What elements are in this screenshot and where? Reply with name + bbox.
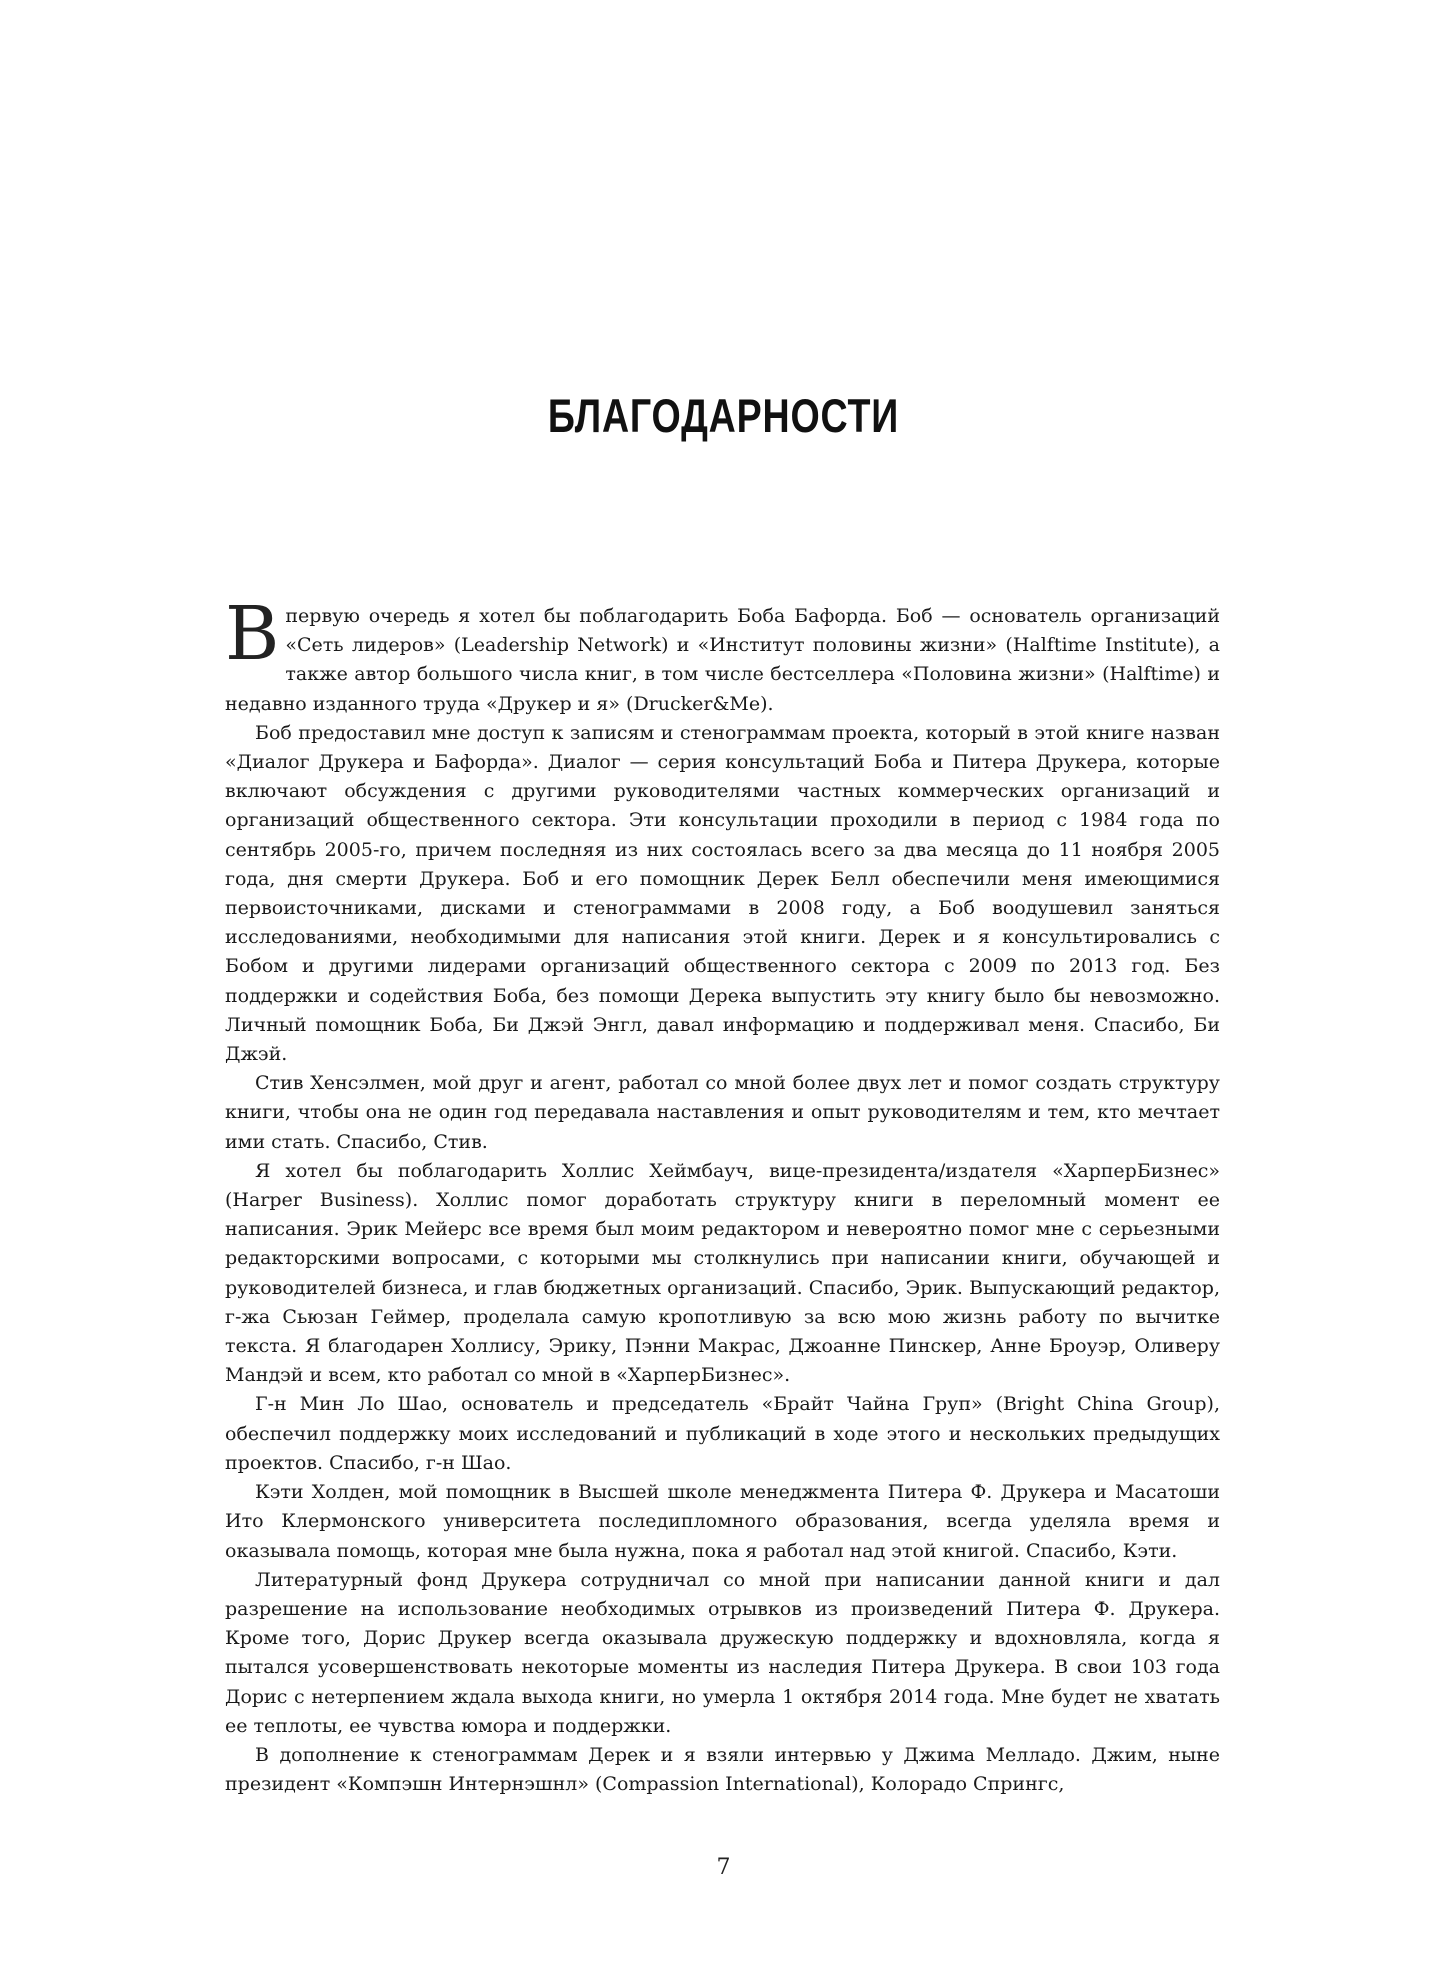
paragraph-1	[225, 591, 1220, 719]
paragraph-7: Литературный фонд Друкера сотрудничал со мной при написании данной книги и дал разрешение на использование необходимых отрывков из произведений Питера Ф. Друкера. Кроме того, Дорис Друкер всегда оказывала дружескую поддержку и вдохновляла, когда я пытался усовершенствовать некоторые моменты из наследия Питера Друкера. В свои 103 года Дорис с нетерпением ждала выхода книги, но умерла 1 октября 2014 года. Мне будет не хватать ее теплоты, ее чувства юмора и поддержки.	[225, 1568, 1220, 1737]
chapter-heading: БЛАГОДАРНОСТИ	[547, 389, 900, 442]
paragraph-2: Боб предоставил мне доступ к записям и стенограммам проекта, который в этой книге назван «Диалог Друкера и Бафорда». Диалог — серия консультаций Боба и Питера Друкера, которые включают обсуждения с другими руководителями частных коммерческих организаций и организаций общественного сектора. Эти консультации проходили в период с 1984 года по сентябрь 2005-го, причем последняя из них состоялась всего за два месяца до 11 ноября 2005 года, дня смерти Друкера. Боб и его помощник Дерек Белл обеспечили меня имеющимися первоисточниками, дисками и стенограммами в 2008 году, а Боб воодушевил заняться исследованиями, необходимыми для написания этой книги. Дерек и я консультировались с Бобом и другими лидерами организаций общественного сектора с 2009 по 2013 год. Без поддержки и содействия Боба, без помощи Дерека выпустить эту книгу было бы невозможно. Личный помощник Боба, Би Джэй Энгл, давал информацию и поддерживал меня. Спасибо, Би Джэй.	[225, 721, 1220, 1066]
paragraph-5: Г-н Мин Ло Шао, основатель и председатель «Брайт Чайна Груп» (Bright China Group), обеспечил поддержку моих исследований и публикаций в ходе этого и нескольких предыдущих проектов. Спасибо, г-н Шао.	[225, 1393, 1220, 1474]
drop-cap: В	[225, 591, 280, 677]
paragraph-8: В дополнение к стенограммам Дерек и я взяли интервью у Джима Мелладо. Джим, ныне президент «Компэшн Интернэшнл» (Compassion International), Колорадо Спрингс,	[225, 1743, 1220, 1796]
paragraph-3: Стив Хенсэлмен, мой друг и агент, работал со мной более двух лет и помог создать структуру книги, чтобы она не один год передавала наставления и опыт руководителям и тем, кто мечтает ими стать. Спасибо, Стив.	[225, 1072, 1220, 1153]
paragraph-4: Я хотел бы поблагодарить Холлис Хеймбауч, вице-президента/издателя «ХарперБизнес» (Harper Business). Холлис помог доработать структуру книги в переломный момент ее написания. Эрик Мейерс все время был моим редактором и невероятно помог мне с серьезными редакторскими вопросами, с которыми мы столкнулись при написании книги, обучающей и руководителей бизнеса, и глав бюджетных организаций. Спасибо, Эрик. Выпускающий редактор, г-жа Сьюзан Геймер, проделала самую кропотливую за всю мою жизнь работу по вычитке текста. Я благодарен Холлису, Эрику, Пэнни Макрас, Джоанне Пинскер, Анне Броуэр, Оливеру Мандэй и всем, кто работал со мной в «ХарперБизнес».	[225, 1159, 1220, 1387]
body-text	[225, 591, 1220, 1799]
paragraph-1-text: первую очередь я хотел бы поблагодарить Боба Бафорда. Боб — основатель организаций «Сеть лидеров» (Leadership Network) и «Институт половины жизни» (Halftime Institute), а также автор большого числа книг, в том числе бестселлера «Половина жизни» (Halftime) и недавно изданного труда «Друкер и я» (Drucker&Me).	[225, 605, 1220, 715]
paragraph-6: Кэти Холден, мой помощник в Высшей школе менеджмента Питера Ф. Друкера и Масатоши Ито Клермонского университета последипломного образования, всегда уделяла время и оказывала помощь, которая мне была нужна, пока я работал над этой книгой. Спасибо, Кэти.	[225, 1481, 1220, 1562]
page-number: 7	[716, 1855, 731, 1880]
